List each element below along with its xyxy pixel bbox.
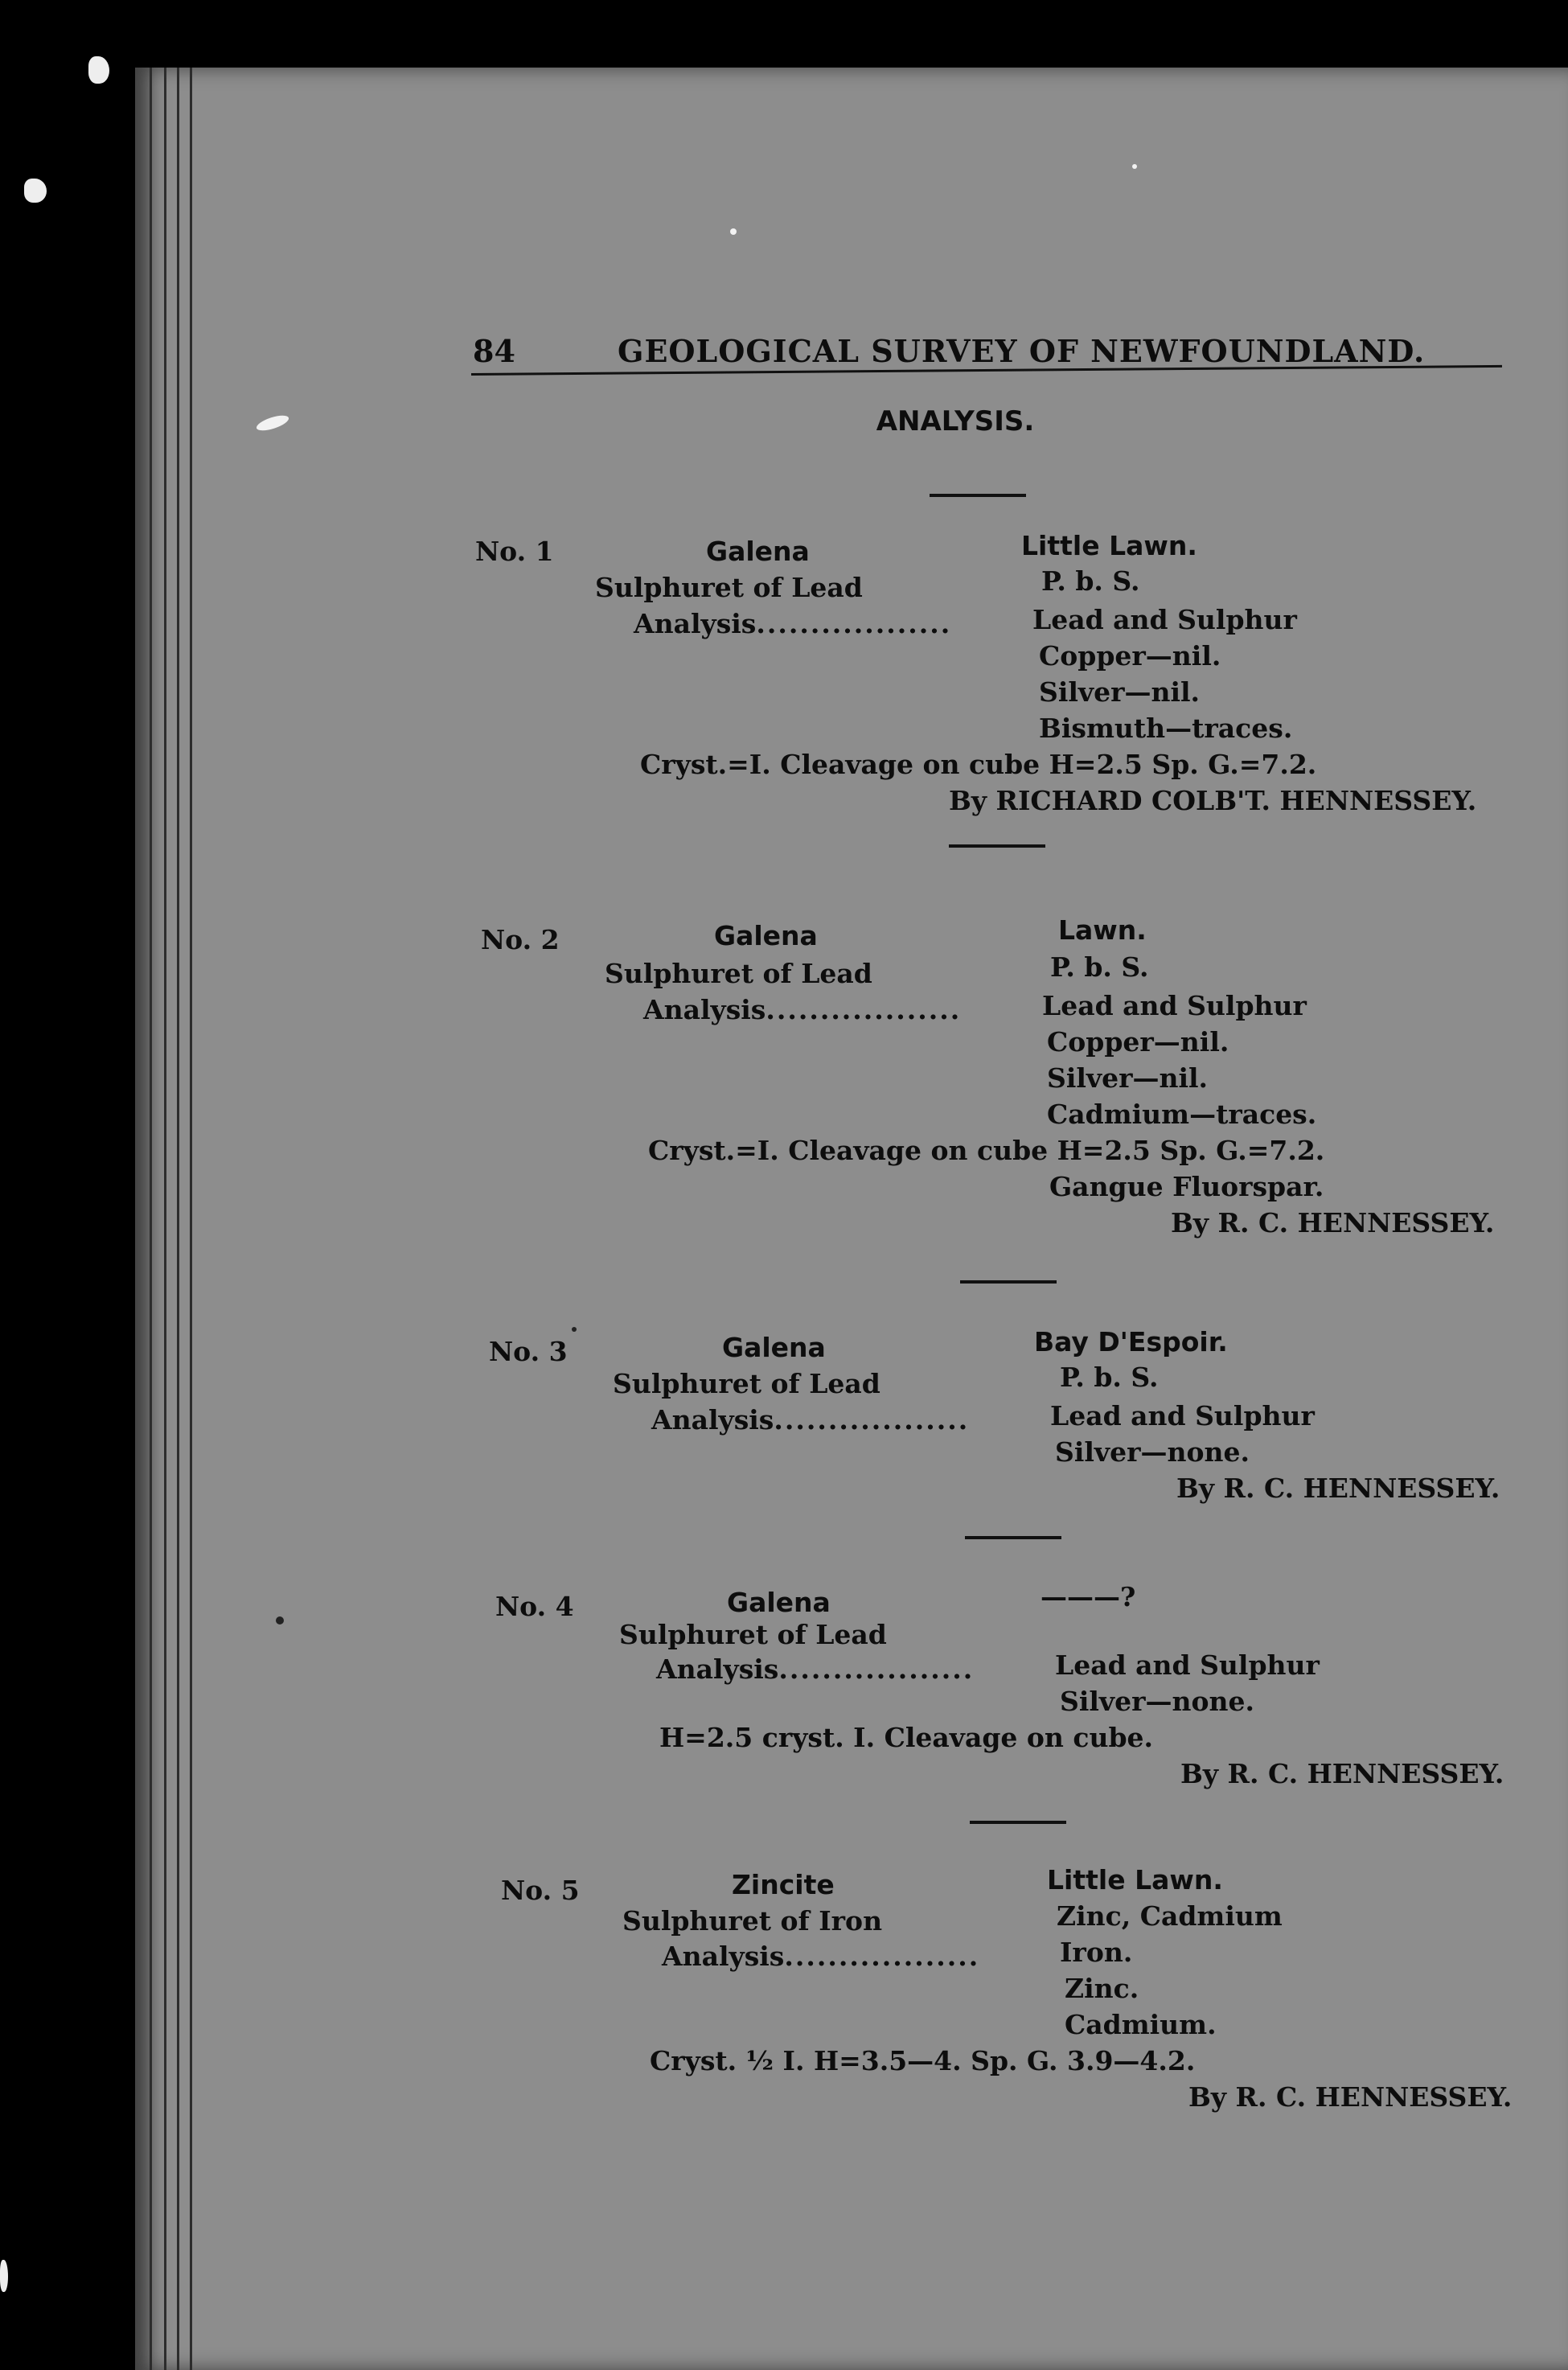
entry-number: No. 3 <box>489 1336 568 1367</box>
compound-name: Sulphuret of Lead <box>619 1619 887 1650</box>
analyst-credit: By R. C. HENNESSEY. <box>1180 1758 1504 1789</box>
paper-speck <box>276 1616 284 1624</box>
result-line: Silver—nil. <box>1047 1062 1209 1094</box>
analysis-leader: .................. <box>774 1404 970 1436</box>
analysis-word: Analysis <box>651 1404 774 1436</box>
locality-unknown: ———? <box>1041 1581 1136 1612</box>
entry-separator-rule <box>949 844 1045 848</box>
paper-speck <box>730 228 737 235</box>
analysis-word: Analysis <box>643 994 766 1025</box>
page-edge-line <box>177 68 179 2370</box>
analysis-label <box>634 610 951 637</box>
running-header-title: GEOLOGICAL SURVEY OF NEWFOUNDLAND. <box>618 333 1426 369</box>
compound-name: Sulphuret of Iron <box>622 1905 883 1937</box>
page-number: 84 <box>473 333 515 369</box>
analysis-leader: .................. <box>778 1653 975 1685</box>
formula: Zinc, Cadmium <box>1057 1900 1283 1932</box>
crystal-note: H=2.5 cryst. I. Cleavage on cube. <box>659 1722 1154 1753</box>
result-line: Lead and Sulphur <box>1042 990 1307 1021</box>
compound-name: Sulphuret of Lead <box>595 572 863 603</box>
result-line: Copper—nil. <box>1039 640 1221 672</box>
page-edge-line <box>190 68 192 2370</box>
gangue-note: Gangue Fluorspar. <box>1049 1171 1324 1202</box>
scan-debris-mark <box>24 179 47 203</box>
formula: P. b. S. <box>1041 565 1140 597</box>
analysis-leader: .................. <box>756 608 952 639</box>
paper-speck <box>255 413 290 433</box>
entry-number: No. 2 <box>481 924 560 955</box>
analysis-leader: .................. <box>784 1941 980 1972</box>
analyst-credit: By RICHARD COLB'T. HENNESSEY. <box>949 785 1477 816</box>
analysis-word: Analysis <box>656 1653 779 1685</box>
result-line: Cadmium. <box>1065 2009 1217 2040</box>
analysis-word: Analysis <box>662 1941 785 1972</box>
analyst-credit: By R. C. HENNESSEY. <box>1171 1207 1495 1238</box>
result-line: Copper—nil. <box>1047 1026 1229 1058</box>
result-line: Silver—none. <box>1060 1686 1254 1717</box>
paper-speck <box>572 1327 577 1332</box>
analysis-leader: .................. <box>766 994 962 1025</box>
locality: Lawn. <box>1058 914 1147 946</box>
mineral-name: Galena <box>714 920 818 951</box>
crystal-note: Cryst.=I. Cleavage on cube H=2.5 Sp. G.=7.2. <box>648 1135 1325 1166</box>
section-rule <box>930 494 1026 497</box>
mineral-name: Galena <box>722 1332 826 1363</box>
book-page <box>135 68 1568 2370</box>
result-line: Bismuth—traces. <box>1039 713 1293 744</box>
formula: P. b. S. <box>1060 1362 1159 1393</box>
entry-separator-rule <box>965 1536 1061 1539</box>
page-edge-line <box>164 68 166 2370</box>
entry-number: No. 4 <box>495 1591 574 1622</box>
locality: Bay D'Espoir. <box>1034 1326 1228 1358</box>
section-title: ANALYSIS. <box>876 405 1035 437</box>
result-line: Silver—nil. <box>1039 676 1201 708</box>
mineral-name: Zincite <box>732 1869 835 1900</box>
result-line: Silver—none. <box>1055 1436 1250 1468</box>
result-line: Lead and Sulphur <box>1050 1400 1315 1431</box>
mineral-name: Galena <box>706 536 810 567</box>
paper-speck <box>1132 164 1137 169</box>
result-line: Cadmium—traces. <box>1047 1099 1317 1130</box>
result-line: Lead and Sulphur <box>1032 604 1297 635</box>
analysis-label <box>643 996 961 1023</box>
page-edge-line <box>150 68 152 2370</box>
crystal-note: Cryst. ½ I. H=3.5—4. Sp. G. 3.9—4.2. <box>650 2045 1196 2076</box>
entry-number: No. 1 <box>475 536 554 567</box>
result-line: Lead and Sulphur <box>1055 1649 1320 1681</box>
compound-name: Sulphuret of Lead <box>613 1368 880 1399</box>
analyst-credit: By R. C. HENNESSEY. <box>1176 1473 1500 1504</box>
result-line: Zinc. <box>1065 1973 1139 2004</box>
analysis-word: Analysis <box>634 608 757 639</box>
locality: Little Lawn. <box>1021 530 1197 561</box>
analysis-label <box>656 1653 975 1685</box>
scan-debris-mark <box>88 56 109 84</box>
entry-number: No. 5 <box>501 1875 580 1906</box>
entry-separator-rule <box>970 1821 1066 1824</box>
result-line: Iron. <box>1060 1937 1133 1968</box>
scan-debris-mark <box>0 2260 8 2292</box>
analysis-label <box>651 1404 970 1436</box>
entry-separator-rule <box>960 1280 1057 1284</box>
locality: Little Lawn. <box>1047 1864 1223 1896</box>
formula: P. b. S. <box>1050 951 1149 983</box>
mineral-name: Galena <box>727 1587 831 1618</box>
analysis-label <box>662 1943 979 1970</box>
compound-name: Sulphuret of Lead <box>605 958 872 989</box>
crystal-note: Cryst.=I. Cleavage on cube H=2.5 Sp. G.=7.2. <box>640 749 1317 780</box>
analyst-credit: By R. C. HENNESSEY. <box>1188 2081 1513 2113</box>
